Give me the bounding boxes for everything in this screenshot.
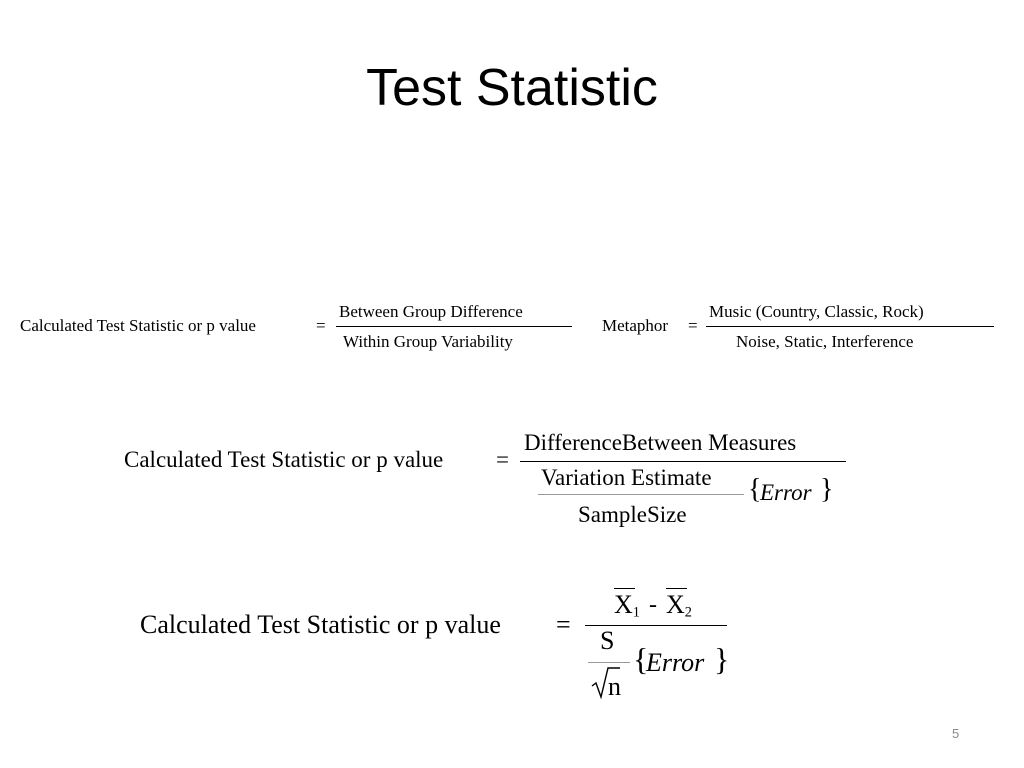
equation-1-denominator: Within Group Variability	[343, 332, 513, 351]
metaphor-lhs: Metaphor	[602, 316, 669, 335]
equation-3-equals: =	[556, 610, 571, 639]
metaphor-numerator: Music (Country, Classic, Rock)	[709, 302, 924, 321]
metaphor-equals: =	[688, 316, 698, 335]
equation-2-equals: =	[496, 447, 509, 472]
equation-2-inner-fraction-bar	[538, 494, 744, 495]
x1-symbol: $X_1$	[614, 590, 640, 621]
equation-3-brace-close: }	[714, 641, 730, 677]
equation-1-numerator: Between Group Difference	[339, 302, 523, 321]
equation-3-lhs: Calculated Test Statistic or p value	[140, 610, 501, 639]
x2-subscript: 2	[684, 604, 692, 621]
metaphor-denominator: Noise, Static, Interference	[736, 332, 914, 351]
equation-3-inner-denominator: n	[608, 672, 621, 701]
equation-3-error-term: Error	[646, 648, 705, 677]
x1-subscript: 1	[632, 604, 640, 621]
equation-2-brace-open: {	[748, 474, 762, 505]
x2-overbar	[666, 588, 687, 589]
equation-2-numerator: DifferenceBetween Measures	[524, 430, 797, 455]
equation-2-fraction-bar	[520, 461, 846, 462]
equation-2-inner-numerator: Variation Estimate	[541, 465, 712, 490]
equation-3-minus: -	[649, 592, 657, 618]
slide-title: Test Statistic	[366, 59, 658, 117]
x1-overbar	[614, 588, 635, 589]
equation-2-inner-denominator: SampleSize	[578, 502, 687, 527]
equation-2-error-term: Error	[760, 480, 812, 505]
equation-1-fraction-bar	[336, 326, 572, 327]
metaphor-fraction-bar	[706, 326, 994, 327]
equation-1-lhs: Calculated Test Statistic or p value	[20, 316, 256, 335]
equation-3-brace-open: {	[633, 641, 649, 677]
equation-2-lhs: Calculated Test Statistic or p value	[124, 447, 444, 472]
equation-1-equals: =	[316, 316, 326, 335]
page-number: 5	[952, 726, 960, 741]
equation-2-brace-close: }	[820, 474, 834, 505]
equation-3-inner-numerator: S	[600, 626, 615, 655]
x2-symbol: $X_2$	[666, 590, 692, 621]
equation-3-inner-fraction-bar	[588, 662, 630, 663]
